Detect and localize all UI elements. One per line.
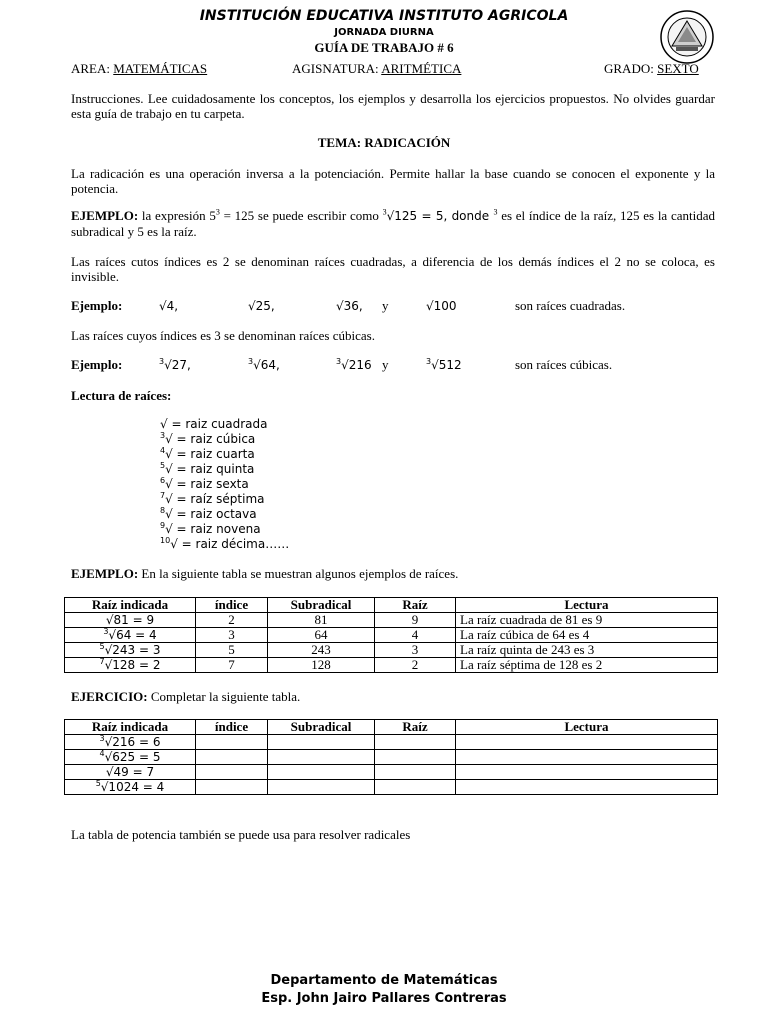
cell-indice-blank[interactable] <box>196 735 268 750</box>
ex-header-raiz-indicada: Raíz indicada <box>65 720 196 735</box>
table-row <box>65 658 718 673</box>
cell-raiz: 2 <box>375 658 456 673</box>
cell-indice-blank[interactable] <box>196 780 268 795</box>
cell-raiz-indicada: √81 = 9 <box>65 613 196 628</box>
header-raiz: Raíz <box>375 598 456 613</box>
cell-indice-blank[interactable] <box>196 750 268 765</box>
cell-raiz-indicada: $^3$√64 = 4 <box>65 628 196 643</box>
header-subradical: Subradical <box>268 598 375 613</box>
header-raiz-indicada: Raíz indicada <box>65 598 196 613</box>
cell-lectura: La raíz cúbica de 64 es 4 <box>456 628 718 643</box>
cell-subradical: 64 <box>268 628 375 643</box>
cell-raiz-indicada: √49 = 7 <box>65 765 196 780</box>
ex-header-indice: índice <box>196 720 268 735</box>
cubic-root-64: $^3$√64, <box>248 357 280 372</box>
cell-raiz: 4 <box>375 628 456 643</box>
conjunction-y: y <box>382 298 389 313</box>
table-header-row <box>65 598 718 613</box>
square-root-4: √4, <box>159 299 179 313</box>
cell-raiz-blank[interactable] <box>375 735 456 750</box>
exercise-row <box>65 735 718 750</box>
cubic-example-label: Ejemplo: <box>71 357 123 372</box>
table-row <box>65 613 718 628</box>
header-indice: índice <box>196 598 268 613</box>
cubic-roots-paragraph: Las raíces cuyos índices es 3 se denominan raíces cúbicas. <box>71 328 375 343</box>
cell-indice: 7 <box>196 658 268 673</box>
cell-indice: 2 <box>196 613 268 628</box>
cell-raiz: 9 <box>375 613 456 628</box>
cell-indice: 3 <box>196 628 268 643</box>
cell-raiz-indicada: $^3$√216 = 6 <box>65 735 196 750</box>
cell-subradical: 81 <box>268 613 375 628</box>
table-row <box>65 628 718 643</box>
cubic-root-27: $^3$√27, <box>159 357 191 372</box>
cell-lectura-blank[interactable] <box>456 735 718 750</box>
school-seal-logo <box>660 10 714 64</box>
square-example-end: son raíces cuadradas. <box>515 298 626 313</box>
cell-indice: 5 <box>196 643 268 658</box>
cell-subradical-blank[interactable] <box>268 765 375 780</box>
ex-header-subradical: Subradical <box>268 720 375 735</box>
root-reading-list <box>160 417 289 552</box>
area-value: MATEMÁTICAS <box>113 61 208 76</box>
cell-raiz-blank[interactable] <box>375 750 456 765</box>
institution-title: INSTITUCIÓN EDUCATIVA INSTITUTO AGRICOLA <box>199 8 569 24</box>
root-reading-item: $^3$√ = raiz cúbica <box>160 431 256 446</box>
header-lectura: Lectura <box>456 598 718 613</box>
cell-subradical-blank[interactable] <box>268 780 375 795</box>
instructions-paragraph: Instrucciones. Lee cuidadosamente los conceptos, los ejemplos y desarrolla los ejercicios propuestos. No olvides guardar esta guía de trabajo en tu carpeta. <box>71 91 715 121</box>
cell-raiz-indicada: $^5$√243 = 3 <box>65 643 196 658</box>
ex-header-lectura: Lectura <box>456 720 718 735</box>
exercise-row <box>65 765 718 780</box>
cell-raiz-indicada: $^5$√1024 = 4 <box>65 780 196 795</box>
cell-raiz-indicada: $^7$√128 = 2 <box>65 658 196 673</box>
cell-lectura: La raíz cuadrada de 81 es 9 <box>456 613 718 628</box>
cubic-root-216: $^3$√216 <box>336 357 372 372</box>
square-example-label: Ejemplo: <box>71 298 123 313</box>
cell-subradical: 128 <box>268 658 375 673</box>
intro-paragraph: La radicación es una operación inversa a la potenciación. Permite hallar la base cuando se conocen el exponente y la potencia. <box>71 166 715 196</box>
cell-raiz-blank[interactable] <box>375 780 456 795</box>
cell-raiz: 3 <box>375 643 456 658</box>
cell-lectura: La raíz quinta de 243 es 3 <box>456 643 718 658</box>
asignatura-field: AGISNATURA: ARITMÉTICA <box>292 61 462 76</box>
example-1-paragraph: EJEMPLO: la expresión $5^3 = 125$ se puede escribir como $^3$√125 = 5, donde $^3$ es el índice de la raíz, 125 es la cantidad subradical y 5 es la raíz. <box>71 207 715 239</box>
footer-department: Departamento de Matemáticas <box>270 973 498 988</box>
grado-field: GRADO: SEXTO <box>604 61 699 76</box>
square-root-100: √100 <box>426 299 457 313</box>
jornada-label: JORNADA DIURNA <box>334 27 434 38</box>
exercise-paragraph: EJERCICIO: Completar la siguiente tabla. <box>71 689 301 704</box>
root-reading-item: $^7$√ = raíz séptima <box>160 491 265 506</box>
root-reading-item: $^8$√ = raiz octava <box>160 506 257 521</box>
cell-lectura-blank[interactable] <box>456 750 718 765</box>
closing-paragraph: La tabla de potencia también se puede usa para resolver radicales <box>71 827 411 842</box>
guide-title: GUÍA DE TRABAJO # 6 <box>314 40 454 55</box>
ex-header-raiz: Raíz <box>375 720 456 735</box>
cubic-example-end: son raíces cúbicas. <box>515 357 613 372</box>
square-root-36: √36, <box>336 299 363 313</box>
root-reading-item: √ = raiz cuadrada <box>160 417 268 431</box>
root-reading-item: $^9$√ = raiz novena <box>160 521 261 536</box>
root-reading-title: Lectura de raíces: <box>71 388 172 403</box>
asignatura-value: ARITMÉTICA <box>381 61 462 76</box>
examples-table <box>64 597 718 673</box>
square-roots-paragraph: Las raíces cutos índices es 2 se denominan raíces cuadradas, a diferencia de los demás índices el 2 no se coloca, es invisible. <box>71 254 715 284</box>
root-reading-item: $^{10}$√ = raiz décima…… <box>160 536 290 551</box>
table-row <box>65 643 718 658</box>
cell-lectura: La raíz séptima de 128 es 2 <box>456 658 718 673</box>
exercise-row <box>65 780 718 795</box>
cell-indice-blank[interactable] <box>196 765 268 780</box>
root-reading-item: $^4$√ = raiz cuarta <box>160 446 255 461</box>
cell-raiz-indicada: $^4$√625 = 5 <box>65 750 196 765</box>
root-reading-item: $^6$√ = raiz sexta <box>160 476 249 491</box>
cell-subradical-blank[interactable] <box>268 750 375 765</box>
exercise-table <box>64 719 718 795</box>
root-reading-item: $^5$√ = raiz quinta <box>160 461 255 476</box>
cubic-root-512: $^3$√512 <box>426 357 462 372</box>
cell-lectura-blank[interactable] <box>456 765 718 780</box>
footer-author: Esp. John Jairo Pallares Contreras <box>261 991 507 1006</box>
conjunction-y-2: y <box>382 357 389 372</box>
exercise-header-row <box>65 720 718 735</box>
table-example-paragraph: EJEMPLO: En la siguiente tabla se muestran algunos ejemplos de raíces. <box>71 566 459 581</box>
cell-subradical: 243 <box>268 643 375 658</box>
area-field: AREA: MATEMÁTICAS <box>71 61 208 76</box>
exercise-row <box>65 750 718 765</box>
cell-lectura-blank[interactable] <box>456 780 718 795</box>
grado-value: SEXTO <box>657 61 699 76</box>
cell-raiz-blank[interactable] <box>375 765 456 780</box>
topic-title: TEMA: RADICACIÓN <box>317 135 451 150</box>
square-root-25: √25, <box>248 299 275 313</box>
cell-subradical-blank[interactable] <box>268 735 375 750</box>
